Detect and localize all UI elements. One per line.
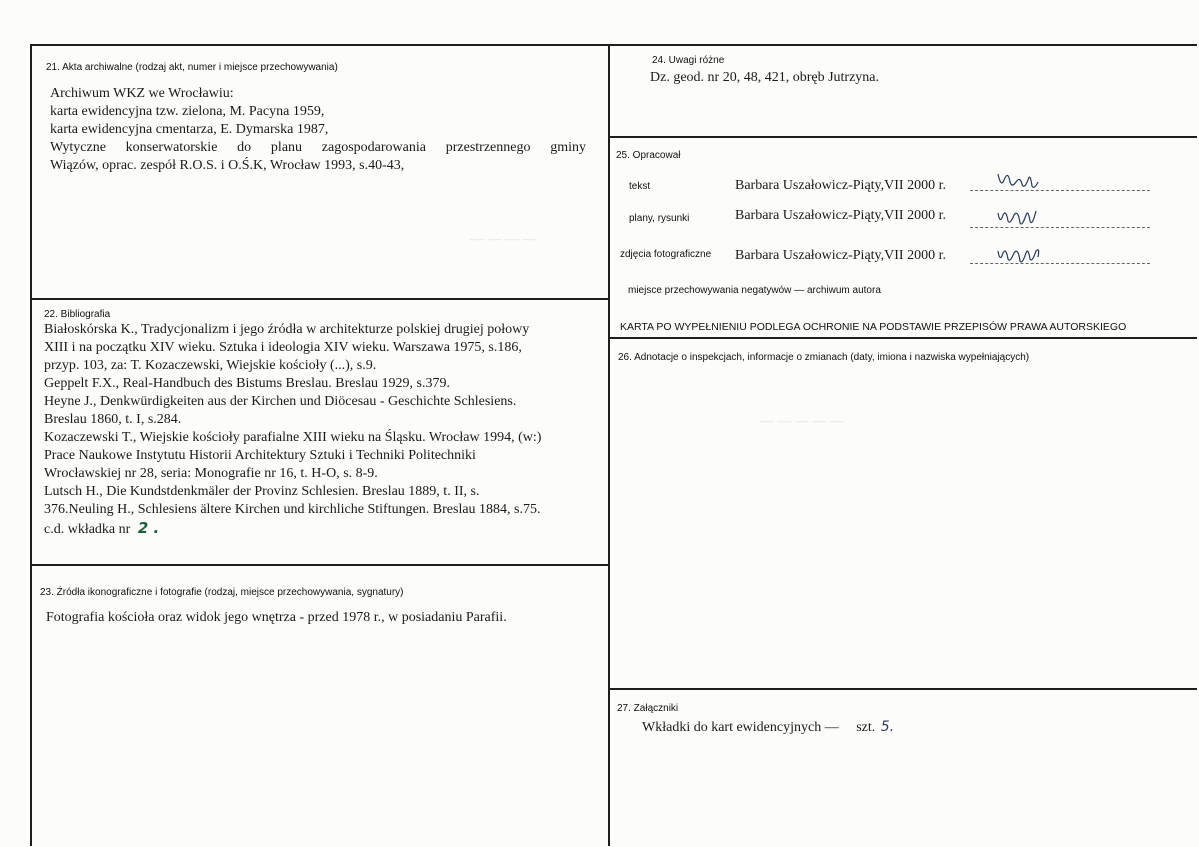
author-plany: Barbara Uszałowicz-Piąty,VII 2000 r. (735, 208, 946, 223)
rule-24-25 (608, 136, 1197, 138)
rule-21-22 (30, 298, 609, 300)
bleed-through-text: — — — — (470, 232, 537, 247)
section-27-title: 27. Załączniki (617, 703, 679, 714)
negatives-location: miejsce przechowywania negatywów — archiwum autora (628, 285, 881, 296)
text-line: Archiwum WKZ we Wrocławiu: (50, 86, 234, 101)
signature-tekst (996, 168, 1046, 192)
bleed-through-text: — — — — — (760, 414, 844, 429)
text-line: Wytyczne konserwatorskie do planu zagospodarowania przestrzennego gminy (50, 140, 586, 155)
bibliography-line: Breslau 1860, t. I, s.284. (44, 412, 182, 427)
section-24-title: 24. Uwagi różne (652, 55, 725, 66)
text-line: karta ewidencyjna cmentarza, E. Dymarska 1987, (50, 122, 329, 137)
rule-22-23 (30, 564, 609, 566)
section-21-body (50, 85, 598, 175)
author-zdjecia: Barbara Uszałowicz-Piąty,VII 2000 r. (735, 248, 946, 263)
bibliography-line: Heyne J., Denkwürdigkeiten aus der Kirchen und Diöcesau - Geschichte Schlesiens. (44, 394, 517, 409)
section-24-body: Dz. geod. nr 20, 48, 421, obręb Jutrzyna. (650, 70, 880, 85)
section-26-title: 26. Adnotacje o inspekcjach, informacje o zmianach (daty, imiona i nazwiska wypełniających) (618, 352, 1030, 363)
section-22-title: 22. Bibliografia (44, 309, 111, 320)
bibliography-line: Lutsch H., Die Kundstdenkmäler der Provinz Schlesien. Breslau 1889, t. II, s. (44, 484, 480, 499)
text-line: Wiązów, oprac. zespół R.O.S. i O.Ś.K, Wrocław 1993, s.40-43, (50, 158, 405, 173)
text-line: karta ewidencyjna tzw. zielona, M. Pacyna 1959, (50, 104, 325, 119)
row-label-tekst: tekst (629, 181, 651, 192)
handwritten-insert-number: 2 . (137, 519, 160, 537)
signature-zdjecia (996, 243, 1046, 267)
continuation-label: c.d. wkładka nr (44, 522, 131, 537)
section-27-body (642, 719, 894, 736)
signature-plany (996, 205, 1046, 229)
rule-25-26 (608, 337, 1197, 339)
attachments-unit: szt. (856, 720, 876, 735)
row-label-plany: plany, rysunki (629, 213, 690, 224)
attachments-label: Wkładki do kart ewidencyjnych — (642, 720, 839, 735)
row-label-zdjecia: zdjęcia fotograficzne (620, 249, 712, 260)
bibliography-line: Białoskórska K., Tradycjonalizm i jego źródła w architekturze polskiej drugiej połowy (44, 322, 530, 337)
bibliography-line: Wrocławskiej nr 28, seria: Monografie nr 16, t. H-O, s. 8-9. (44, 466, 378, 481)
bibliography-line: Geppelt F.X., Real-Handbuch des Bistums Breslau. Breslau 1929, s.379. (44, 376, 450, 391)
author-tekst: Barbara Uszałowicz-Piąty,VII 2000 r. (735, 178, 946, 193)
bibliography-line: Prace Naukowe Instytutu Historii Architektury Sztuki i Techniki Politechniki (44, 448, 476, 463)
bibliography-line: Kozaczewski T., Wiejskie kościoły parafialne XIII wieku na Śląsku. Wrocław 1994, (w:) (44, 430, 542, 445)
section-21-title: 21. Akta archiwalne (rodzaj akt, numer i miejsce przechowywania) (46, 62, 338, 73)
rule-26-27 (608, 688, 1197, 690)
section-23-body: Fotografia kościoła oraz widok jego wnętrza - przed 1978 r., w posiadaniu Parafii. (46, 610, 507, 625)
continuation-line (44, 519, 604, 537)
section-25-title: 25. Opracował (616, 150, 681, 161)
section-23-title: 23. Źródła ikonograficzne i fotografie (rodzaj, miejsce przechowywania, sygnatury) (40, 587, 404, 598)
bibliography-line: XIII i na początku XIV wieku. Sztuka i ideologia XIV wieku. Warszawa 1975, s.186, (44, 340, 522, 355)
copyright-notice: KARTA PO WYPEŁNIENIU PODLEGA OCHRONIE NA PODSTAWIE PRZEPISÓW PRAWA AUTORSKIEGO (620, 321, 1127, 333)
bibliography-line: przyp. 103, za: T. Kozaczewski, Wiejskie kościoły (...), s.9. (44, 358, 377, 373)
rule-top (30, 44, 1197, 46)
section-22-body (44, 321, 604, 537)
rule-middle (608, 44, 610, 846)
bibliography-line: 376.Neuling H., Schlesiens ältere Kirchen und kirchliche Stiftungen. Breslau 1884, s.75. (44, 502, 541, 517)
attachments-count: 5. (880, 719, 895, 735)
rule-left (30, 44, 32, 846)
